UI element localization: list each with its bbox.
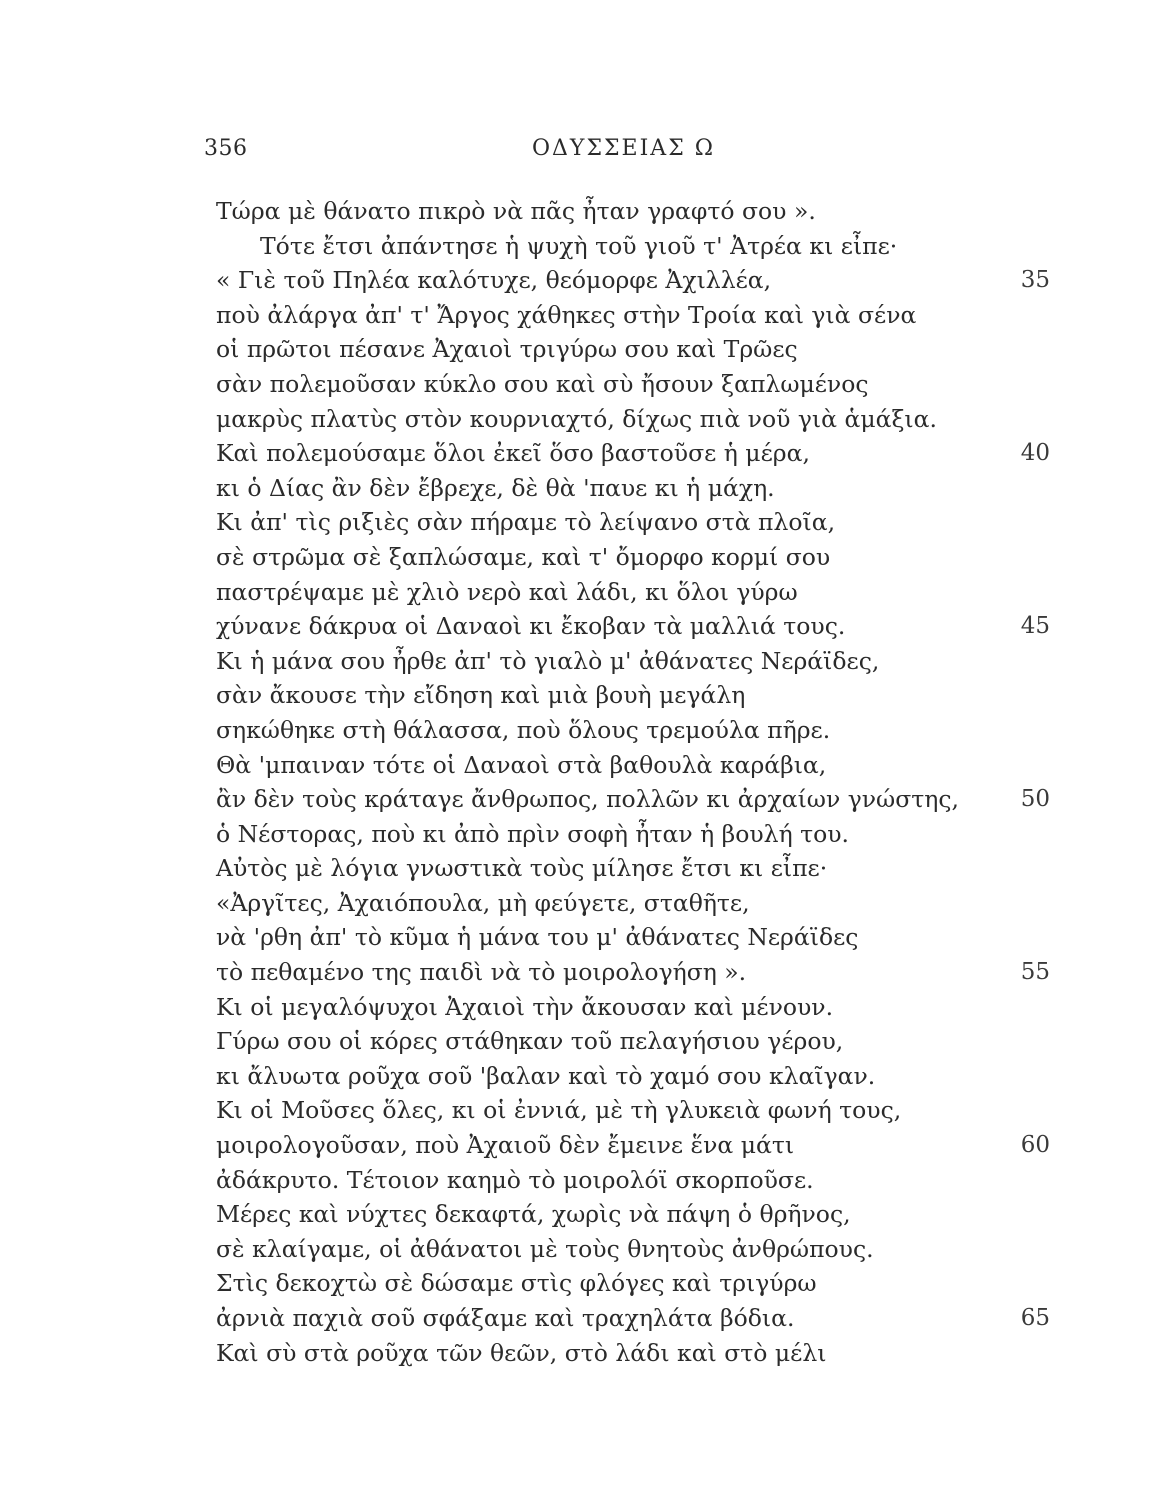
page-number: 356 [204, 136, 248, 161]
verse-text: παστρέψαμε μὲ χλιὸ νερὸ καὶ λάδι, κι ὅλοι γύρω [216, 577, 798, 606]
verse-line [216, 1093, 1050, 1128]
verse-line [216, 1163, 1050, 1198]
verse-text: τὸ πεθαμένο της παιδὶ νὰ τὸ μοιρολογήση ». [216, 958, 747, 987]
verse-line [216, 505, 1050, 540]
verse-line [216, 436, 1050, 471]
verse-line [216, 332, 1050, 367]
verse-text: Τώρα μὲ θάνατο πικρὸ νὰ πᾶς ἦταν γραφτό σου ». [216, 197, 816, 225]
verse-text: σηκώθηκε στὴ θάλασσα, ποὺ ὅλους τρεμούλα πῆρε. [216, 715, 831, 744]
verse-text: νὰ 'ρθη ἀπ' τὸ κῦμα ἡ μάνα του μ' ἀθάνατες Νεράϊδες [216, 923, 859, 952]
verse-text: μακρὺς πλατὺς στὸν κουρνιαχτό, δίχως πιὰ νοῦ γιὰ ἁμάξια. [216, 404, 937, 433]
line-number: 35 [1020, 267, 1050, 294]
verse-text: κι ἄλυωτα ροῦχα σοῦ 'βαλαν καὶ τὸ χαμό σου κλαῖγαν. [216, 1061, 876, 1090]
verse-text: ὁ Νέστορας, ποὺ κι ἀπὸ πρὶν σοφὴ ἦταν ἡ βουλή του. [216, 819, 850, 848]
verse-text: σὰν πολεμοῦσαν κύκλο σου καὶ σὺ ἤσουν ξαπλωμένος [216, 369, 869, 398]
verse-line [216, 540, 1050, 575]
line-number: 65 [1020, 1305, 1050, 1331]
verse-text: Στὶς δεκοχτὼ σὲ δώσαμε στὶς φλόγες καὶ τριγύρω [216, 1269, 817, 1298]
verse-text: Κι οἱ μεγαλόψυχοι Ἀχαιοὶ τὴν ἄκουσαν καὶ μένουν. [216, 992, 834, 1021]
verse-text: Καὶ σὺ στὰ ροῦχα τῶν θεῶν, στὸ λάδι καὶ στὸ μέλι [216, 1338, 827, 1367]
verse-text: «Ἀργῖτες, Ἀχαιόπουλα, μὴ φεύγετε, σταθῆτε, [216, 888, 750, 917]
verse-text: ἀρνιὰ παχιὰ σοῦ σφάξαμε καὶ τραχηλάτα βόδια. [216, 1304, 795, 1332]
verse-text: Κι ἀπ' τὶς ριξιὲς σὰν πήραμε τὸ λείψανο στὰ πλοῖα, [216, 508, 836, 537]
running-title: ΟΔΥΣΣΕΙΑΣ Ω [532, 136, 715, 161]
verse-line [216, 471, 1050, 506]
verse-line [216, 609, 1050, 644]
verse-line [216, 644, 1050, 679]
verse-line [216, 1024, 1050, 1059]
verse-line [216, 1059, 1050, 1094]
verse-text: Μέρες καὶ νύχτες δεκαφτά, χωρὶς νὰ πάψη ὁ θρῆνος, [216, 1200, 851, 1229]
verse-line [216, 402, 1050, 437]
line-number: 60 [1020, 1132, 1050, 1159]
verse-line [216, 367, 1050, 402]
line-number: 55 [1020, 959, 1050, 986]
verse-line [216, 782, 1050, 817]
verse-text: χύνανε δάκρυα οἱ Δαναοὶ κι ἔκοβαν τὰ μαλλιά τους. [216, 612, 846, 641]
verse-line [216, 920, 1050, 955]
verse-line [216, 678, 1050, 713]
verse-line [216, 713, 1050, 748]
verse-text: σὲ κλαίγαμε, οἱ ἀθάνατοι μὲ τοὺς θνητοὺς ἀνθρώπους. [216, 1234, 874, 1263]
verse-line [216, 1128, 1050, 1163]
verse-line [216, 1301, 1050, 1336]
verse-text: Γύρω σου οἱ κόρες στάθηκαν τοῦ πελαγήσιου γέρου, [216, 1027, 844, 1056]
verse-line [216, 955, 1050, 990]
verse-line [216, 748, 1050, 783]
verse-text: οἱ πρῶτοι πέσανε Ἀχαιοὶ τριγύρω σου καὶ Τρῶες [216, 335, 798, 364]
verse-text: Αὐτὸς μὲ λόγια γνωστικὰ τοὺς μίλησε ἔτσι κι εἶπε· [216, 854, 828, 883]
verse-line [216, 1266, 1050, 1301]
verse-text: « Γιὲ τοῦ Πηλέα καλότυχε, θεόμορφε Ἀχιλλέα, [216, 266, 772, 295]
verse-text: ἀδάκρυτο. Τέτοιον καημὸ τὸ μοιρολόϊ σκορποῦσε. [216, 1165, 814, 1194]
verse-text: σὰν ἄκουσε τὴν εἴδηση καὶ μιὰ βουὴ μεγάλη [216, 681, 746, 710]
verse-line [216, 263, 1050, 298]
verse-line [216, 229, 1050, 264]
verse-line [216, 1197, 1050, 1232]
line-number: 45 [1020, 613, 1050, 640]
verse-line [216, 298, 1050, 333]
verse-text: Θὰ 'μπαιναν τότε οἱ Δαναοὶ στὰ βαθουλὰ καράβια, [216, 750, 827, 779]
verse-text: Κι οἱ Μοῦσες ὅλες, κι οἱ ἐννιά, μὲ τὴ γλυκειὰ φωνή τους, [216, 1096, 902, 1125]
page-header [204, 136, 1050, 170]
poem-body [216, 194, 1050, 1370]
verse-line [216, 817, 1050, 852]
verse-line [216, 194, 1050, 229]
verse-text: σὲ στρῶμα σὲ ξαπλώσαμε, καὶ τ' ὄμορφο κορμί σου [216, 542, 831, 571]
verse-line [216, 575, 1050, 610]
verse-line [216, 1232, 1050, 1267]
verse-text: ἂν δὲν τοὺς κράταγε ἄνθρωπος, πολλῶν κι ἀρχαίων γνώστης, [216, 785, 959, 814]
verse-line [216, 851, 1050, 886]
verse-text: ποὺ ἀλάργα ἀπ' τ' Ἄργος χάθηκες στὴν Τροία καὶ γιὰ σένα [216, 300, 917, 329]
verse-text: Κι ἡ μάνα σου ἦρθε ἀπ' τὸ γιαλὸ μ' ἀθάνατες Νεράϊδες, [216, 646, 880, 675]
verse-text: Τότε ἔτσι ἀπάντησε ἡ ψυχὴ τοῦ γιοῦ τ' Ἀτρέα κι εἶπε· [260, 231, 898, 260]
verse-line [216, 886, 1050, 921]
line-number: 40 [1020, 440, 1050, 467]
verse-line [216, 1336, 1050, 1371]
line-number: 50 [1020, 786, 1050, 813]
verse-text: μοιρολογοῦσαν, ποὺ Ἀχαιοῦ δὲν ἔμεινε ἕνα μάτι [216, 1131, 795, 1160]
verse-text: Καὶ πολεμούσαμε ὅλοι ἐκεῖ ὅσο βαστοῦσε ἡ μέρα, [216, 439, 810, 468]
verse-text: κι ὁ Δίας ἂν δὲν ἔβρεχε, δὲ θὰ 'παυε κι ἡ μάχη. [216, 473, 775, 502]
verse-line [216, 990, 1050, 1025]
